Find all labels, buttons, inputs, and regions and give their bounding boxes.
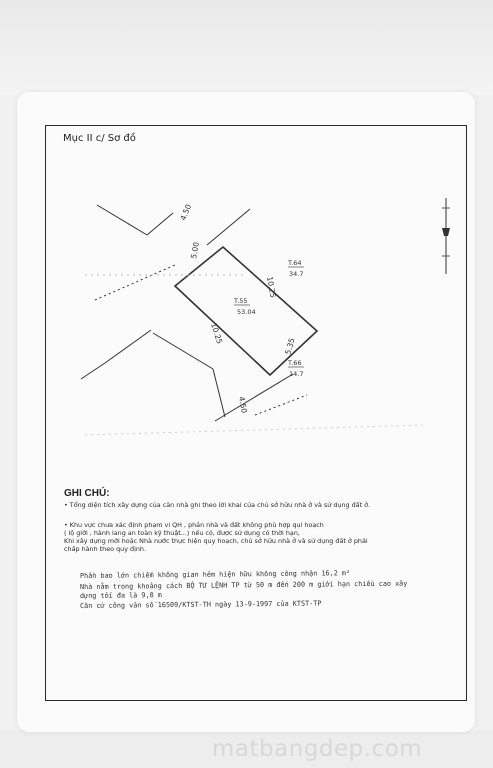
right-neighbor-value: 34.7 [289,270,304,278]
handwritten-note-2: Nhà nằm trong khoảng cách BỘ TƯ LỆNH TP từ 50 m đến 200 m giới hạn chiều cao xây [79,579,408,591]
alley-left-upper [95,265,175,300]
note-bullet-2-line-1: • Khu vực chưa xác định phạm vi QH , phần nhà và đất không phù hợp qui hoạch [64,521,324,529]
site-plan-drawing [45,125,467,505]
notes-title: GHI CHÚ: [64,488,110,499]
road-edge-upper-left [97,205,147,235]
note-bullet-1: • Tổng diện tích xây dựng của căn nhà ghi theo lời khai của chủ sở hữu nhà ở và sử dụng đất ở. [64,501,371,509]
note-bullet-2-line-3: Khi xây dựng mới hoặc Nhà nước thực hiện quy hoạch, chủ sở hữu nhà ở và sử dụng đất ở phải [64,537,368,545]
dim-top-road: 4.50 [178,202,194,222]
handwritten-note-3: dựng tối đa là 9,0 m [79,591,162,600]
alley-left-lower-b [105,330,151,363]
watermark: matbangdep.com [212,736,423,762]
handwritten-note-1: Phần bao lớn chiếm không gian hẻm hiện hữu không công nhận 16,2 m² [79,569,351,580]
alley-step [213,369,225,417]
guide-line-2 [85,425,425,435]
road-edge-lower [215,374,293,421]
area-value: 53.04 [237,308,256,316]
dim-right: 10.25 [265,275,278,299]
dim-bottom: 5.35 [283,337,297,356]
dim-bottom-road: 4.50 [237,395,249,414]
handwritten-note-4: Căn cứ công văn số 16509/KTST-TH ngày 13-9-1997 của KTST-TP [79,599,322,610]
note-bullet-2-line-4: chấp hành theo quy định. [64,545,146,553]
bottom-neighbor-label: T.66 [288,359,302,367]
road-edge-upper-mid [147,213,173,235]
alley-left-lower-a [81,363,105,379]
road-edge-lower-dashed [255,395,307,415]
compass-mark-icon [439,196,453,276]
background-top [0,0,493,95]
section-title: Mục II c/ Sơ đồ [63,133,136,144]
dim-top: 5.00 [189,241,201,260]
bottom-neighbor-value: 14.7 [289,370,304,378]
dim-left: 10.25 [209,321,225,346]
area-label: T.55 [234,297,248,305]
right-neighbor-label: T.64 [288,259,302,267]
note-bullet-2-line-2: ( lộ giới , hành lang an toàn kỹ thuật...) nếu có, được sử dụng có thời hạn, [64,529,300,537]
alley-diagonal [153,333,213,369]
road-edge-upper-right [207,209,250,245]
